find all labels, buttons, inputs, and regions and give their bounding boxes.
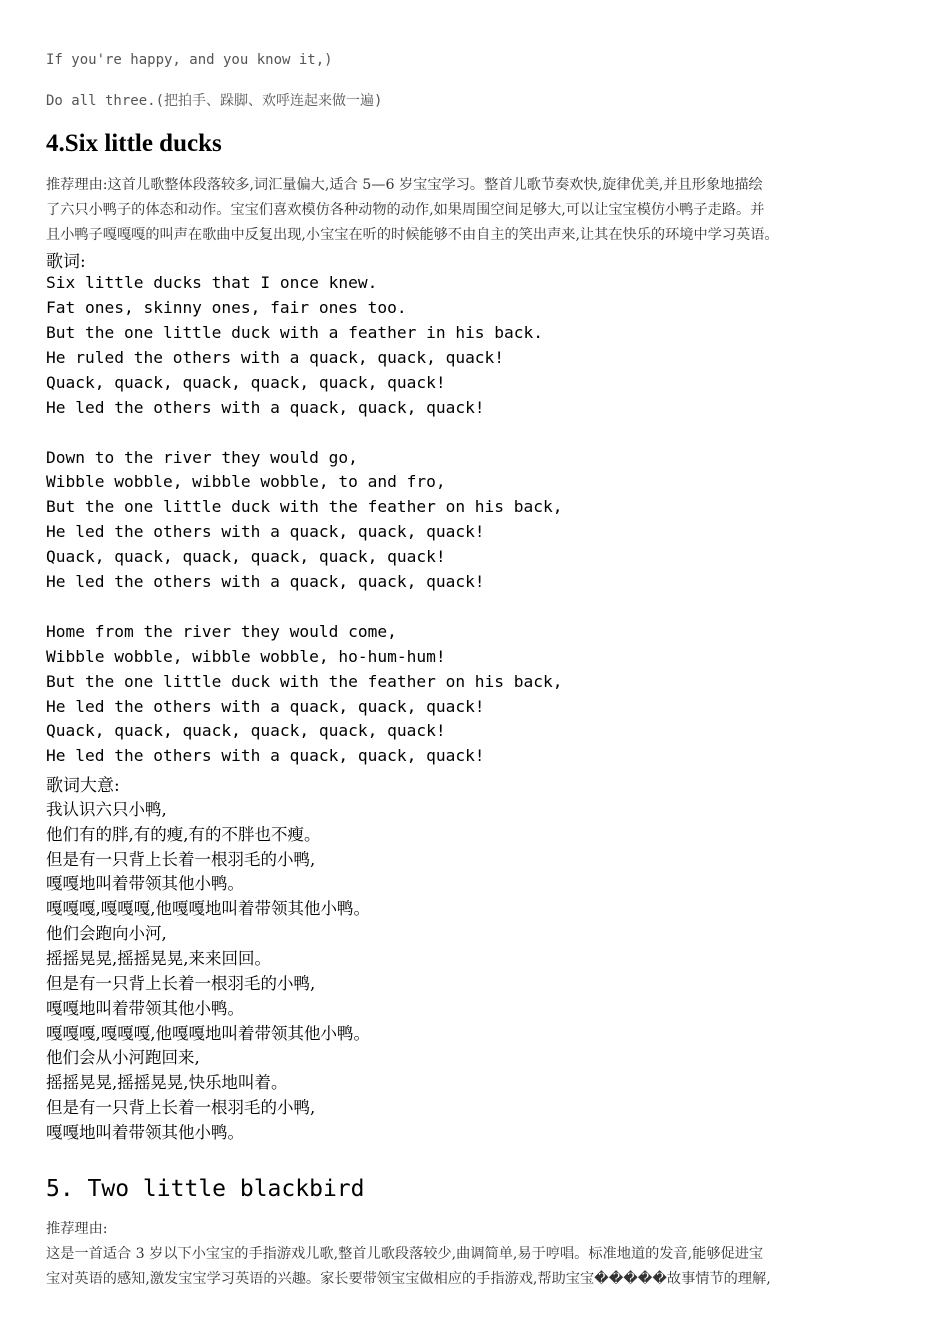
meaning-line: 但是有一只背上长着一根羽毛的小鸭, <box>46 974 316 993</box>
meaning-line: 但是有一只背上长着一根羽毛的小鸭, <box>46 1098 316 1117</box>
intro-line: If you're happy, and you know it,) <box>46 52 333 68</box>
lyric-line: He led the others with a quack, quack, quack! <box>46 697 485 716</box>
reason-line: 推荐理由:这首儿歌整体段落较多,词汇量偏大,适合 5—6 岁宝宝学习。整首儿歌节奏欢快,旋律优美,并且形象地描绘 <box>46 177 763 193</box>
meaning-label: 歌词大意: <box>46 776 120 796</box>
lyric-line: Quack, quack, quack, quack, quack, quack! <box>46 547 446 566</box>
meaning-line: 摇摇晃晃,摇摇晃晃,快乐地叫着。 <box>46 1073 288 1092</box>
reason-line: 了六只小鸭子的体态和动作。宝宝们喜欢模仿各种动物的动作,如果周围空间足够大,可以让宝宝模仿小鸭子走路。并 <box>46 202 765 218</box>
meaning-line: 他们有的胖,有的瘦,有的不胖也不瘦。 <box>46 825 321 844</box>
meaning-line: 摇摇晃晃,摇摇晃晃,来来回回。 <box>46 949 271 968</box>
section-heading: 4.Six little ducks <box>46 130 222 157</box>
lyric-line: He led the others with a quack, quack, quack! <box>46 398 485 417</box>
meaning-line: 嘎嘎嘎,嘎嘎嘎,他嘎嘎地叫着带领其他小鸭。 <box>46 899 370 918</box>
lyric-line: He led the others with a quack, quack, quack! <box>46 572 485 591</box>
meaning-line: 嘎嘎地叫着带领其他小鸭。 <box>46 999 244 1018</box>
lyric-line: But the one little duck with the feather on his back, <box>46 497 563 516</box>
meaning-line: 嘎嘎地叫着带领其他小鸭。 <box>46 1123 244 1142</box>
reason-line: 这是一首适合 3 岁以下小宝宝的手指游戏儿歌,整首儿歌段落较少,曲调简单,易于哼唱。标准地道的发音,能够促进宝 <box>46 1246 764 1262</box>
lyric-line: But the one little duck with a feather in his back. <box>46 323 544 342</box>
lyric-line: Home from the river they would come, <box>46 622 397 641</box>
meaning-line: 他们会从小河跑回来, <box>46 1048 200 1067</box>
lyric-line: Down to the river they would go, <box>46 448 358 467</box>
meaning-line: 嘎嘎嘎,嘎嘎嘎,他嘎嘎地叫着带领其他小鸭。 <box>46 1024 370 1043</box>
lyric-line: Quack, quack, quack, quack, quack, quack! <box>46 373 446 392</box>
reason-label: 推荐理由: <box>46 1221 108 1237</box>
lyric-line: Wibble wobble, wibble wobble, ho-hum-hum! <box>46 647 446 666</box>
meaning-line: 他们会跑向小河, <box>46 924 167 943</box>
intro-line: Do all three.(把拍手、跺脚、欢呼连起来做一遍) <box>46 93 383 109</box>
section-heading: 5. Two little blackbird <box>46 1176 365 1202</box>
lyric-line: He led the others with a quack, quack, quack! <box>46 746 485 765</box>
lyric-line: Fat ones, skinny ones, fair ones too. <box>46 298 407 317</box>
lyrics-label: 歌词: <box>46 252 86 272</box>
lyric-line: He led the others with a quack, quack, quack! <box>46 522 485 541</box>
lyric-line: He ruled the others with a quack, quack, quack! <box>46 348 505 367</box>
lyric-line: Six little ducks that I once knew. <box>46 273 378 292</box>
lyric-line: Quack, quack, quack, quack, quack, quack! <box>46 721 446 740</box>
reason-line: 宝对英语的感知,激发宝宝学习英语的兴趣。家长要带领宝宝做相应的手指游戏,帮助宝宝�����故事情节的理解, <box>46 1271 771 1287</box>
lyric-line: Wibble wobble, wibble wobble, to and fro, <box>46 472 446 491</box>
meaning-line: 但是有一只背上长着一根羽毛的小鸭, <box>46 850 316 869</box>
meaning-line: 嘎嘎地叫着带领其他小鸭。 <box>46 874 244 893</box>
meaning-line: 我认识六只小鸭, <box>46 800 167 819</box>
lyric-line: But the one little duck with the feather on his back, <box>46 672 563 691</box>
reason-line: 且小鸭子嘎嘎嘎的叫声在歌曲中反复出现,小宝宝在听的时候能够不由自主的笑出声来,让其在快乐的环境中学习英语。 <box>46 227 779 243</box>
